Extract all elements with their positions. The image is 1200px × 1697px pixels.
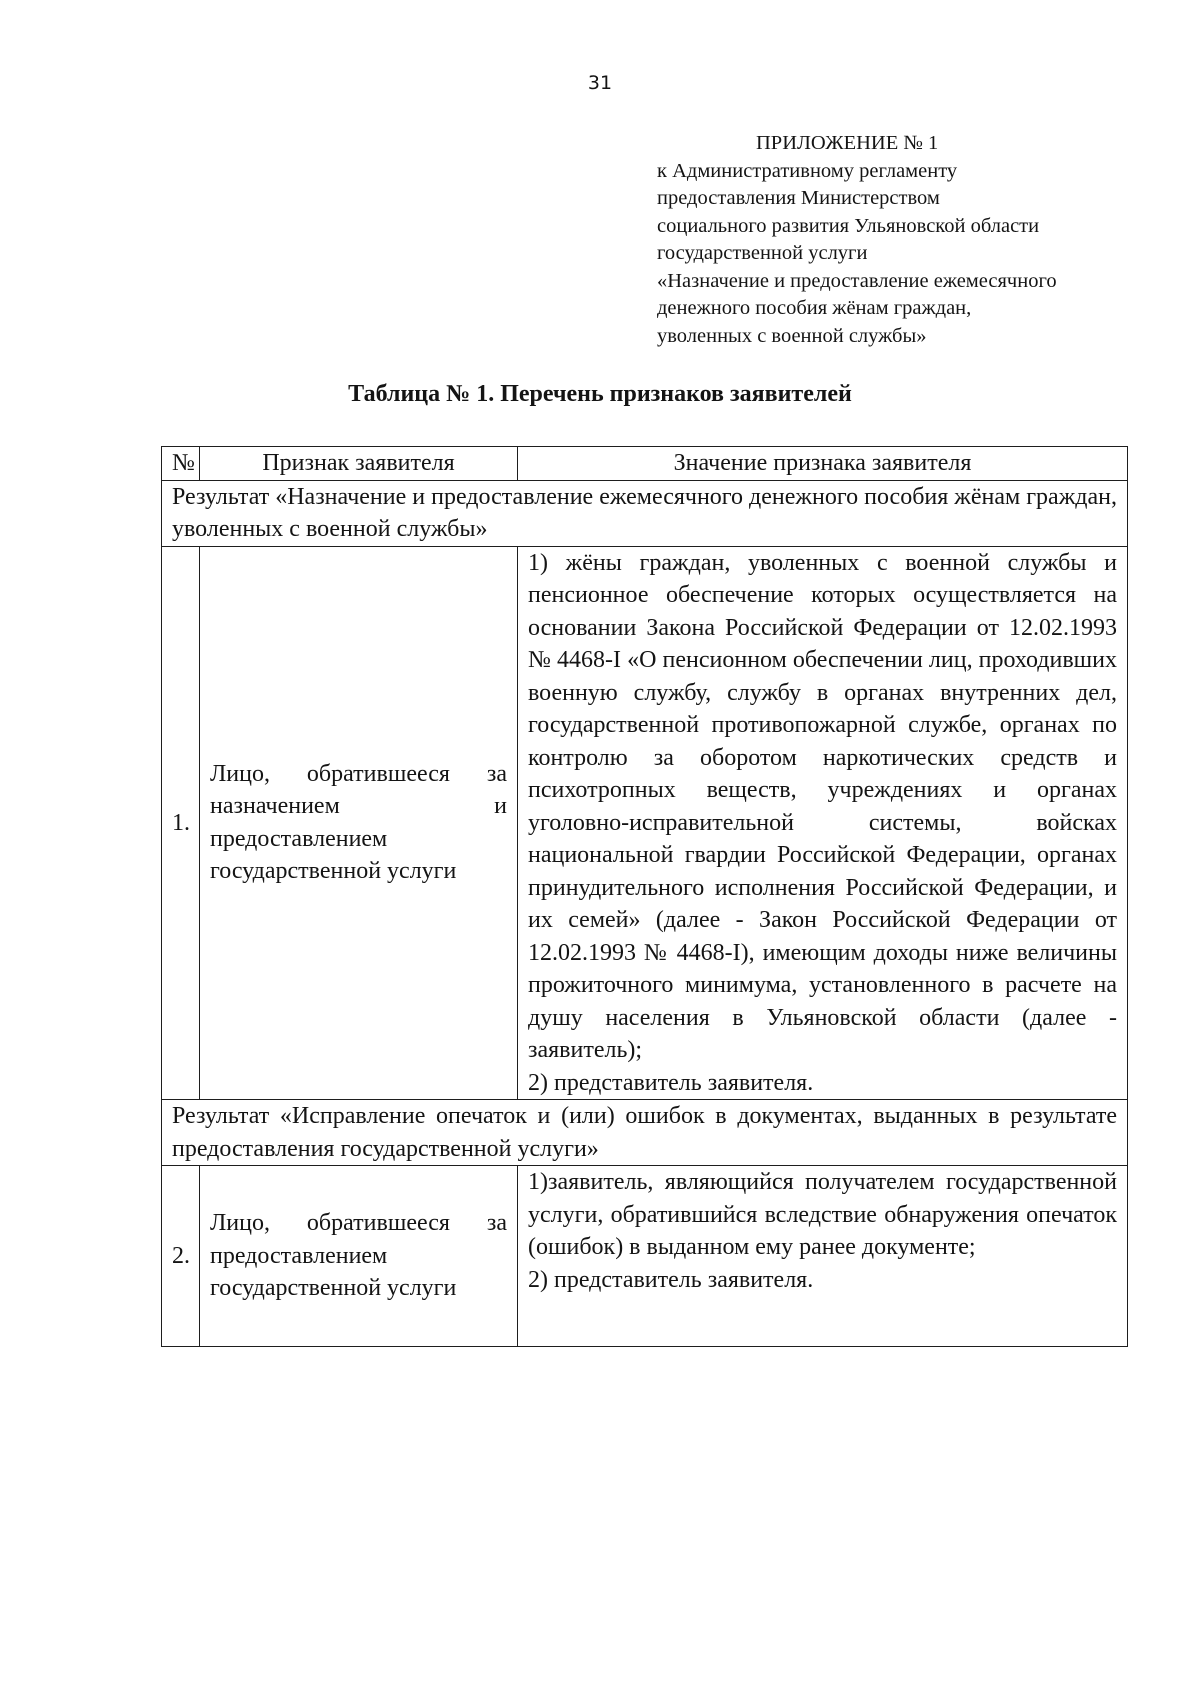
result-row [162,480,1128,546]
table-row [162,1166,1128,1347]
appendix-line: «Назначение и предоставление ежемесячного [657,269,1057,292]
row-number: 2. [162,1166,200,1347]
header-value: Значение признака заявителя [518,447,1128,481]
sign-value-item: 1) жёны граждан, уволенных с военной службы и пенсионное обеспечение которых осуществляется на основании Закона Российской Федерации от 12.02.1993 № 4468-I «О пенсионном обеспечении лиц, проходивших военную службу, службу в органах внутренних дел, государственной противопожарной службе, органах по контролю за оборотом наркотических средств и психотропных веществ, учреждениях и органах уголовно-исправительной системы, войсках национальной гвардии Российской Федерации, органах принудительного исполнения Российской Федерации, и их семей» (далее - Закон Российской Федерации от 12.02.1993 № 4468-I), имеющим доходы ниже величины прожиточного минимума, установленного в расчете на душу населения в Ульяновской области (далее - заявитель); [528,549,1117,1063]
applicant-sign: Лицо, обратившееся за предоставлением государственной услуги [200,1166,518,1347]
appendix-line: предоставления Министерством [657,187,940,209]
appendix-line: уволенных с военной службы» [657,324,927,347]
page-number: 31 [587,72,613,94]
sign-value [518,546,1128,1100]
sign-value-item: 2) представитель заявителя. [528,1069,814,1096]
row-number: 1. [162,546,200,1100]
result-heading-2: Результат «Исправление опечаток и (или) ошибок в документах, выданных в результате предоставления государственной услуги» [162,1100,1128,1166]
appendix-title: ПРИЛОЖЕНИЕ № 1 [756,132,939,154]
sign-value [518,1166,1128,1347]
table-header-row [162,447,1128,481]
appendix-line: денежного пособия жёнам граждан, [657,297,972,319]
table-title: Таблица № 1. Перечень признаков заявителей [348,381,852,407]
header-sign: Признак заявителя [200,447,518,481]
appendix-line: государственной услуги [657,242,868,264]
table-row [162,546,1128,1100]
applicant-sign: Лицо, обратившееся за назначением и предоставлением государственной услуги [200,546,518,1100]
sign-value-item: 1)заявитель, являющийся получателем государственной услуги, обратившийся вследствие обнаружения опечаток (ошибок) в выданном ему ранее документе; [528,1169,1117,1260]
header-number: № [162,447,200,481]
appendix-line: к Административному регламенту [657,159,958,182]
result-row [162,1100,1128,1166]
appendix-header [657,130,1157,350]
sign-value-item: 2) представитель заявителя. [528,1266,814,1293]
result-heading-1: Результат «Назначение и предоставление ежемесячного денежного пособия жёнам граждан, уволенных с военной службы» [162,480,1128,546]
appendix-line: социального развития Ульяновской области [657,214,1040,237]
applicant-signs-table [161,446,1128,1347]
